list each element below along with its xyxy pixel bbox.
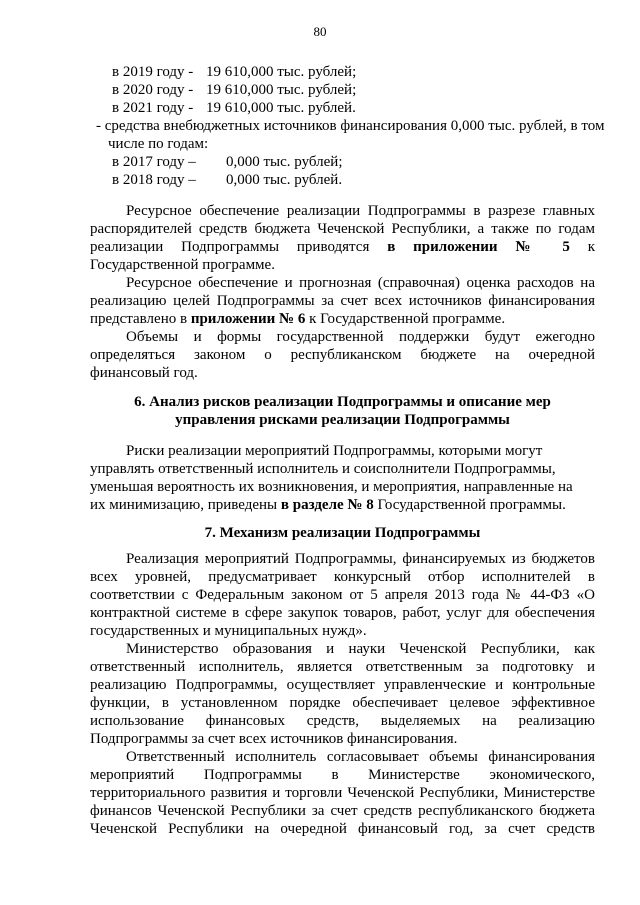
funding-year-2021-label: в 2021 году -	[112, 100, 194, 116]
paragraph-line: распорядителей средств бюджета Чеченской Республики, а также по годам	[90, 221, 595, 237]
paragraph-line: Министерство образования и науки Чеченской Республики, как	[126, 641, 595, 657]
funding-year-2021-amount: 19 610,000 тыс. рублей.	[206, 100, 356, 116]
paragraph-line: ответственный исполнитель, является ответственным за подготовку и	[90, 659, 595, 675]
paragraph-line: Объемы и формы государственной поддержки будут ежегодно	[126, 329, 595, 345]
funding-year-2020-amount: 19 610,000 тыс. рублей;	[206, 82, 357, 98]
paragraph-line: реализацию Подпрограммы, осуществляет управленческие и контрольные	[90, 677, 595, 693]
paragraph-line: реализации Подпрограммы приводятся в приложении № 5 к	[90, 239, 596, 255]
extrabudget-year-2017-amount: 0,000 тыс. рублей;	[226, 154, 343, 170]
paragraph-line: использование финансовых средств, выделяемых на реализацию	[90, 713, 595, 729]
paragraph-line: Ответственный исполнитель согласовывает объемы финансирования	[126, 749, 595, 765]
page-number: 80	[313, 24, 327, 39]
funding-year-2019-amount: 19 610,000 тыс. рублей;	[206, 64, 357, 80]
paragraph-line: Чеченской Республики на очередной финансовый год, за счет средств	[90, 821, 595, 837]
funding-year-2019-label: в 2019 году -	[112, 64, 194, 80]
paragraph-line: контрактной системе в сфере закупок товаров, работ, услуг для обеспечения	[90, 605, 595, 621]
paragraph-line: функции, в установленном порядке обеспечивает целевое эффективное	[90, 695, 595, 711]
section-7-heading: 7. Механизм реализации Подпрограммы	[204, 525, 481, 541]
paragraph-line: соответствии с Федеральным законом от 5 апреля 2013 года № 44-ФЗ «О	[90, 587, 595, 603]
paragraph-line: Риски реализации мероприятий Подпрограммы, которыми могут	[126, 443, 543, 459]
paragraph-line: уменьшая вероятность их возникновения, и мероприятия, направленные на	[90, 479, 573, 495]
paragraph-line: мероприятий Подпрограммы в Министерстве экономического,	[90, 767, 595, 783]
paragraph-line: Реализация мероприятий Подпрограммы, финансируемых из бюджетов	[126, 551, 595, 567]
paragraph-line: финансовый год.	[90, 365, 198, 381]
funding-year-2020-label: в 2020 году -	[112, 82, 194, 98]
paragraph-line: определяться законом о республиканском бюджете на очередной	[90, 347, 595, 363]
section-6-heading: управления рисками реализации Подпрограммы	[175, 412, 510, 428]
paragraph-line: всех уровней, предусматривает конкурсный отбор исполнителей в	[90, 569, 595, 585]
paragraph-line: реализацию целей Подпрограммы за счет всех источников финансирования	[90, 293, 595, 309]
extrabudget-year-2018-amount: 0,000 тыс. рублей.	[226, 172, 343, 188]
paragraph-line: управлять ответственный исполнитель и соисполнители Подпрограммы,	[90, 461, 556, 477]
paragraph-line: представлено в приложении № 6 к Государственной программе.	[90, 311, 506, 327]
extrabudget-line: - средства внебюджетных источников финансирования 0,000 тыс. рублей, в том	[96, 118, 605, 134]
paragraph-line: Ресурсное обеспечение и прогнозная (справочная) оценка расходов на	[126, 275, 595, 291]
paragraph-line: Государственной программе.	[90, 257, 275, 273]
paragraph-line: территориального развития и торговли Чеченской Республики, Министерстве	[90, 785, 595, 801]
section-6-heading: 6. Анализ рисков реализации Подпрограммы и описание мер	[134, 394, 551, 410]
paragraph-line: Ресурсное обеспечение реализации Подпрограммы в разрезе главных	[126, 203, 595, 219]
paragraph-line: государственных и муниципальных нужд».	[90, 623, 367, 639]
paragraph-line: Подпрограммы за счет всех источников финансирования.	[90, 731, 458, 747]
paragraph-line: их минимизацию, приведены в разделе № 8 Государственной программы.	[90, 497, 566, 513]
extrabudget-year-2018-label: в 2018 году –	[112, 172, 196, 188]
paragraph-line: финансов Чеченской Республики за счет средств республиканского бюджета	[90, 803, 595, 819]
extrabudget-year-2017-label: в 2017 году –	[112, 154, 196, 170]
extrabudget-line: числе по годам:	[108, 136, 209, 152]
